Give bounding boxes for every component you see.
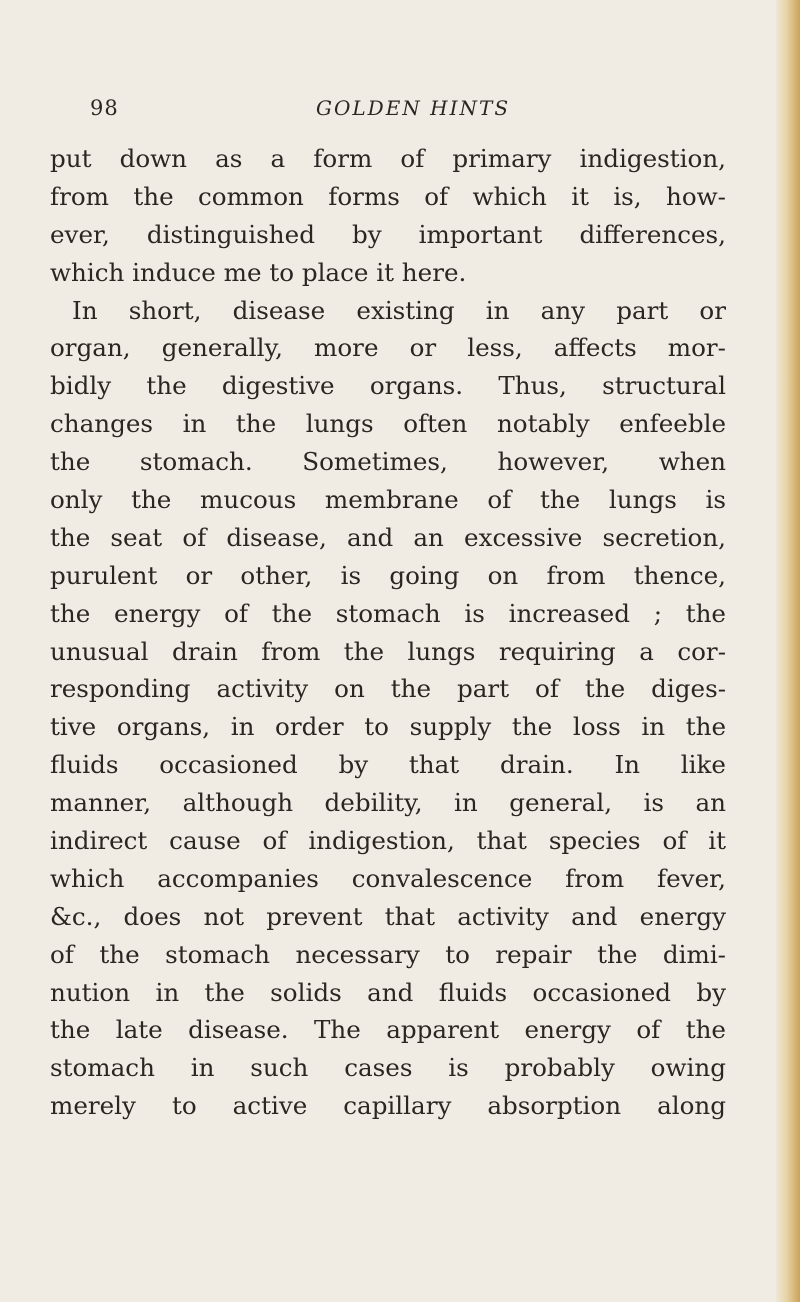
text-line: indirect cause of indigestion, that species of it [50,826,726,856]
text-line: organ, generally, more or less, affects mor- [50,333,726,363]
text-line: merely to active capillary absorption along [50,1091,726,1121]
text-line: tive organs, in order to supply the loss in the [50,712,726,742]
text-line: which accompanies convalescence from fever, [50,863,726,893]
text-line: put down as a form of primary indigestion, [50,144,726,173]
page-edge [776,0,800,1302]
text-line: the energy of the stomach is increased ; the [50,598,726,628]
text-line: the seat of disease, and an excessive secretion, [50,522,726,552]
text-line: manner, although debility, in general, is an [50,788,726,818]
running-title: GOLDEN HINTS [316,96,511,120]
text-line: fluids occasioned by that drain. In like [50,750,726,780]
text-line: only the mucous membrane of the lungs is [50,485,726,515]
text-line: &c., does not prevent that activity and energy [50,901,726,931]
text-line: ever, distinguished by important differences, [50,219,726,249]
text-line: changes in the lungs often notably enfeeble [50,409,726,439]
text-line: In short, disease existing in any part or [72,295,726,325]
running-header [90,96,710,136]
text-line: from the common forms of which it is, how- [50,181,726,211]
text-line: responding activity on the part of the diges- [50,674,726,704]
text-line: purulent or other, is going on from thence, [50,560,726,590]
text-line: bidly the digestive organs. Thus, structural [50,371,726,401]
page-number: 98 [90,96,119,120]
text-line: unusual drain from the lungs requiring a cor- [50,636,726,666]
text-line: the late disease. The apparent energy of the [50,1015,726,1045]
text-line: which induce me to place it here. [50,257,467,287]
text-line: of the stomach necessary to repair the dimi- [50,939,726,969]
text-line: the stomach. Sometimes, however, when [50,447,726,477]
text-line: nution in the solids and fluids occasioned by [50,977,726,1007]
text-line: stomach in such cases is probably owing [50,1053,726,1083]
body-text [50,140,726,1125]
